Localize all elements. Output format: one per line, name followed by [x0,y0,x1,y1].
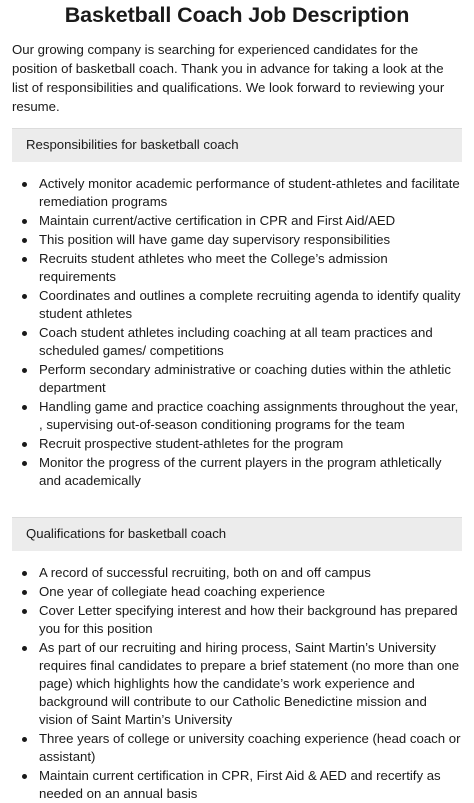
list-item: Handling game and practice coaching assignments throughout the year, , supervising out-of-season conditioning programs for the team [12,398,462,434]
list-item: One year of collegiate head coaching experience [12,583,462,601]
list-item: Recruit prospective student-athletes for the program [12,435,462,453]
list-item: Recruits student athletes who meet the College’s admission requirements [12,250,462,286]
list-item: This position will have game day supervisory responsibilities [12,231,462,249]
section-spacer [12,491,462,505]
list-item: As part of our recruiting and hiring process, Saint Martin’s University requires final candidates to prepare a brief statement (no more than one page) which highlights how the candidate’s work experience and background will contribute to our Catholic Benedictine mission and vision of Saint Martin’s University [12,639,462,729]
responsibilities-list [12,175,462,490]
intro-paragraph: Our growing company is searching for experienced candidates for the position of basketball coach. Thank you in advance for taking a look at the list of responsibilities and qualifications. We look forward to reviewing your resume. [12,42,445,114]
list-item: Maintain current certification in CPR, First Aid & AED and recertify as needed on an annual basis [12,767,462,803]
page-title: Basketball Coach Job Description [64,3,410,27]
qualifications-header: Qualifications for basketball coach [12,517,462,551]
list-item: A record of successful recruiting, both on and off campus [12,564,462,582]
responsibilities-header: Responsibilities for basketball coach [12,128,462,162]
list-item: Monitor the progress of the current players in the program athletically and academically [12,454,462,490]
list-item: Coach student athletes including coaching at all team practices and scheduled games/ competitions [12,324,462,360]
list-item: Actively monitor academic performance of student-athletes and facilitate remediation programs [12,175,462,211]
list-item: Coordinates and outlines a complete recruiting agenda to identify quality student athletes [12,287,462,323]
list-item: Three years of college or university coaching experience (head coach or assistant) [12,730,462,766]
list-item: Maintain current/active certification in CPR and First Aid/AED [12,212,462,230]
qualifications-list [12,564,462,803]
list-item: Cover Letter specifying interest and how their background has prepared you for this position [12,602,462,638]
list-item: Perform secondary administrative or coaching duties within the athletic department [12,361,462,397]
